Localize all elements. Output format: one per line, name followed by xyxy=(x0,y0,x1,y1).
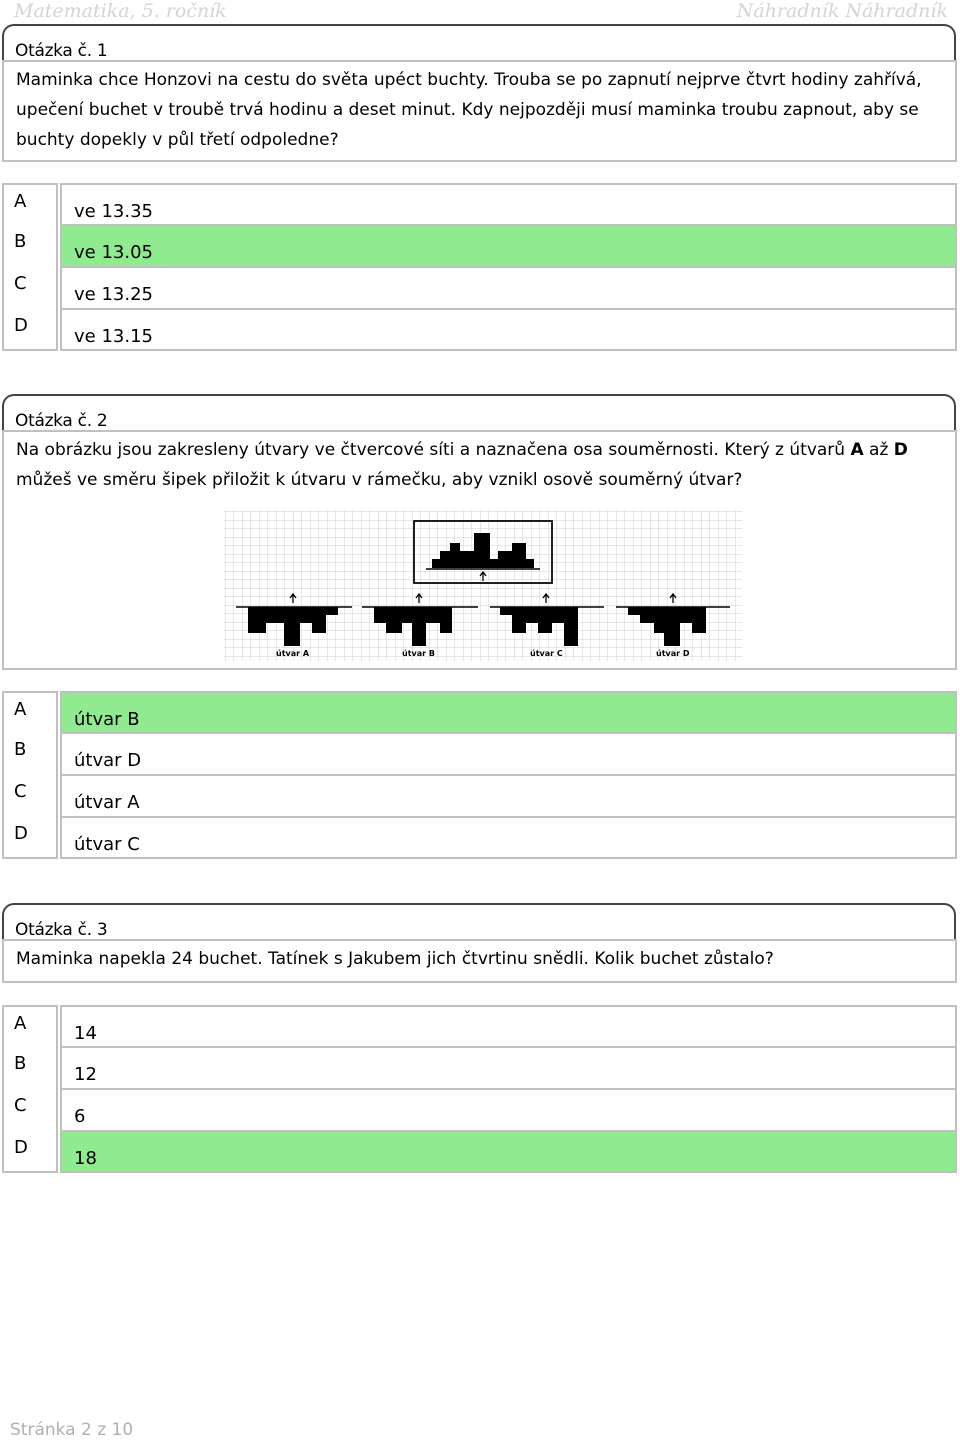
option-text: útvar D xyxy=(60,733,957,775)
question-1-title-box xyxy=(2,24,956,60)
option-text: útvar C xyxy=(60,817,957,859)
figure-label-c: útvar C xyxy=(530,649,563,658)
question-1-options xyxy=(2,183,957,351)
question-2-option-c[interactable] xyxy=(2,775,957,817)
question-2-figure-box xyxy=(2,503,957,670)
option-text: ve 13.15 xyxy=(60,309,957,351)
question-3-title-box xyxy=(2,903,956,939)
question-2-option-a[interactable] xyxy=(2,691,957,733)
option-letter: B xyxy=(2,225,58,267)
question-2-title-box xyxy=(2,394,956,430)
option-letter: C xyxy=(2,1089,58,1131)
option-letter: B xyxy=(2,733,58,775)
question-3-option-d[interactable] xyxy=(2,1131,957,1173)
option-text: ve 13.05 xyxy=(60,225,957,267)
option-letter: A xyxy=(2,691,58,733)
question-2-title: Otázka č. 2 xyxy=(15,411,108,431)
option-letter: C xyxy=(2,775,58,817)
question-3-text: Maminka napekla 24 buchet. Tatínek s Jakubem jich čtvrtinu snědli. Kolik buchet zůstalo? xyxy=(2,939,957,983)
header-name: Náhradník Náhradník xyxy=(736,0,948,22)
question-1-option-c[interactable] xyxy=(2,267,957,309)
figure-label-b: útvar B xyxy=(402,649,435,658)
option-text: 18 xyxy=(60,1131,957,1173)
option-text: 12 xyxy=(60,1047,957,1089)
question-1-option-a[interactable] xyxy=(2,183,957,225)
question-3-option-c[interactable] xyxy=(2,1089,957,1131)
option-text: ve 13.35 xyxy=(60,183,957,225)
question-3-title: Otázka č. 3 xyxy=(15,920,108,940)
page-number: Stránka 2 z 10 xyxy=(10,1420,134,1440)
option-letter: B xyxy=(2,1047,58,1089)
question-1-option-b[interactable] xyxy=(2,225,957,267)
option-text: 6 xyxy=(60,1089,957,1131)
question-2-options xyxy=(2,691,957,859)
question-2-option-b[interactable] xyxy=(2,733,957,775)
option-text: ve 13.25 xyxy=(60,267,957,309)
option-letter: A xyxy=(2,183,58,225)
option-letter: A xyxy=(2,1005,58,1047)
option-text: útvar B xyxy=(60,691,957,733)
question-2-text: Na obrázku jsou zakresleny útvary ve čtvercové síti a naznačena osa souměrnosti. Který z útvarů A až D můžeš ve směru šipek přiložit k útvaru v rámečku, aby vznikl osově souměrný útvar? xyxy=(2,430,957,505)
question-1-option-d[interactable] xyxy=(2,309,957,351)
option-letter: D xyxy=(2,817,58,859)
option-letter: C xyxy=(2,267,58,309)
option-text: 14 xyxy=(60,1005,957,1047)
figure-label-a: útvar A xyxy=(276,649,310,658)
question-2-option-d[interactable] xyxy=(2,817,957,859)
question-3-option-b[interactable] xyxy=(2,1047,957,1089)
header-subject: Matematika, 5. ročník xyxy=(14,0,227,22)
question-3-option-a[interactable] xyxy=(2,1005,957,1047)
figure-label-d: útvar D xyxy=(656,649,690,658)
question-1-title: Otázka č. 1 xyxy=(15,41,108,61)
option-letter: D xyxy=(2,309,58,351)
option-letter: D xyxy=(2,1131,58,1173)
symmetry-figure xyxy=(4,503,959,670)
option-text: útvar A xyxy=(60,775,957,817)
question-3-options xyxy=(2,1005,957,1173)
question-1-text: Maminka chce Honzovi na cestu do světa upéct buchty. Trouba se po zapnutí nejprve čtvrt hodiny zahřívá, upečení buchet v troubě trvá hodinu a deset minut. Kdy nejpozději musí maminka troubu zapnout, aby se buchty dopekly v půl třetí odpoledne? xyxy=(2,60,957,162)
